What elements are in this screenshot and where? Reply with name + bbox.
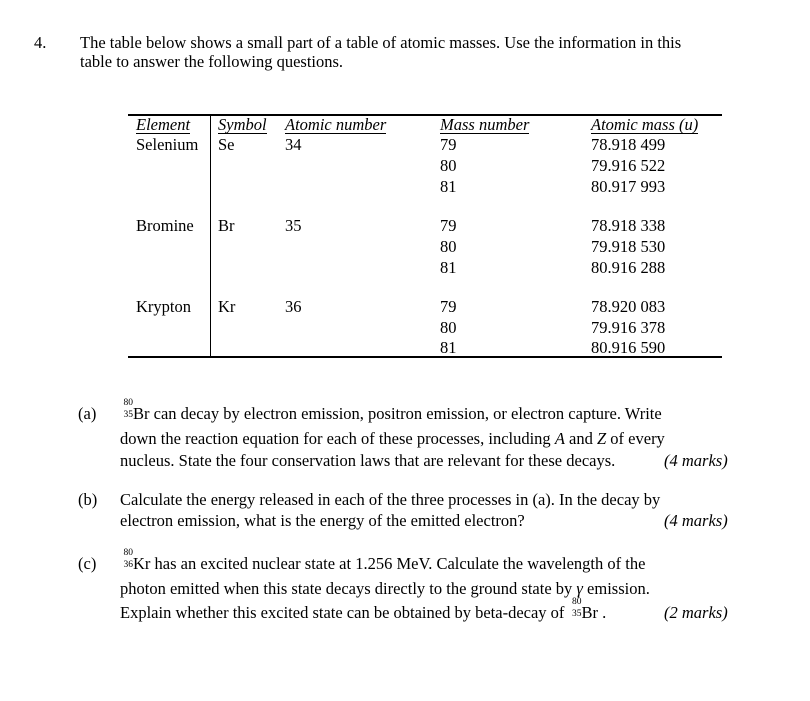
- cell-element: Selenium: [136, 135, 199, 154]
- cell-atomic-mass: 78.918 499: [591, 135, 666, 154]
- part-c-line2: photon emitted when this state decays directly to the ground state by γ emission.: [120, 579, 650, 598]
- part-b-marks: (4 marks): [664, 511, 728, 530]
- cell-atomic-mass: 79.916 378: [591, 318, 666, 337]
- cell-atomic-mass: 80.916 288: [591, 258, 666, 277]
- cell-atomic-mass: 78.918 338: [591, 216, 666, 235]
- cell-mass-number: 79: [440, 216, 457, 235]
- cell-atomic-mass: 78.920 083: [591, 297, 666, 316]
- header-atomic-number: Atomic number: [285, 115, 387, 134]
- part-c-label: (c): [78, 554, 97, 573]
- cell-symbol: Kr: [218, 297, 236, 316]
- part-c-marks: (2 marks): [664, 603, 728, 622]
- cell-symbol: Br: [218, 216, 235, 235]
- cell-mass-number: 79: [440, 297, 457, 316]
- part-a-marks: (4 marks): [664, 451, 728, 470]
- part-c-line1: 80 36 Kr has an excited nuclear state at 1.256 MeV. Calculate the wavelength of the: [120, 553, 645, 574]
- part-a-line2: down the reaction equation for each of these processes, including A and Z of every: [120, 429, 665, 448]
- part-a-line3: nucleus. State the four conservation laws that are relevant for these decays.: [120, 451, 616, 470]
- part-b-line2: electron emission, what is the energy of the emitted electron?: [120, 511, 525, 530]
- header-symbol: Symbol: [218, 115, 267, 134]
- cell-mass-number: 81: [440, 338, 457, 357]
- cell-symbol: Se: [218, 135, 235, 154]
- cell-element: Krypton: [136, 297, 191, 316]
- cell-atomic-mass: 80.916 590: [591, 338, 666, 357]
- cell-mass-number: 80: [440, 156, 457, 175]
- cell-atomic-number: 35: [285, 216, 302, 235]
- cell-mass-number: 81: [440, 258, 457, 277]
- part-a-label: (a): [78, 404, 97, 423]
- part-b-line1: Calculate the energy released in each of the three processes in (a). In the decay by: [120, 490, 661, 509]
- cell-atomic-mass: 80.917 993: [591, 177, 666, 196]
- part-a-line1: 80 35 Br can decay by electron emission, positron emission, or electron capture. Write: [120, 403, 662, 424]
- header-atomic-mass: Atomic mass (u): [591, 115, 699, 134]
- cell-atomic-number: 34: [285, 135, 302, 154]
- question-number: 4.: [34, 33, 47, 52]
- question-intro-line1: The table below shows a small part of a table of atomic masses. Use the information in this: [80, 33, 682, 52]
- cell-mass-number: 80: [440, 237, 457, 256]
- question-intro-line2: table to answer the following questions.: [80, 52, 344, 71]
- cell-mass-number: 81: [440, 177, 457, 196]
- cell-element: Bromine: [136, 216, 194, 235]
- part-b-label: (b): [78, 490, 98, 509]
- header-mass-number: Mass number: [440, 115, 530, 134]
- cell-atomic-mass: 79.916 522: [591, 156, 666, 175]
- part-c-line3: Explain whether this excited state can be obtained by beta-decay of 80 35 Br .: [120, 597, 607, 622]
- table-column-divider: [210, 116, 211, 356]
- cell-mass-number: 79: [440, 135, 457, 154]
- nuclide-kr-80: 80 36: [123, 548, 133, 570]
- cell-mass-number: 80: [440, 318, 457, 337]
- cell-atomic-mass: 79.918 530: [591, 237, 666, 256]
- nuclide-br-80: 80 35: [123, 398, 133, 420]
- nuclide-br-80: 80 35: [572, 597, 582, 619]
- cell-atomic-number: 36: [285, 297, 302, 316]
- header-element: Element: [136, 115, 191, 134]
